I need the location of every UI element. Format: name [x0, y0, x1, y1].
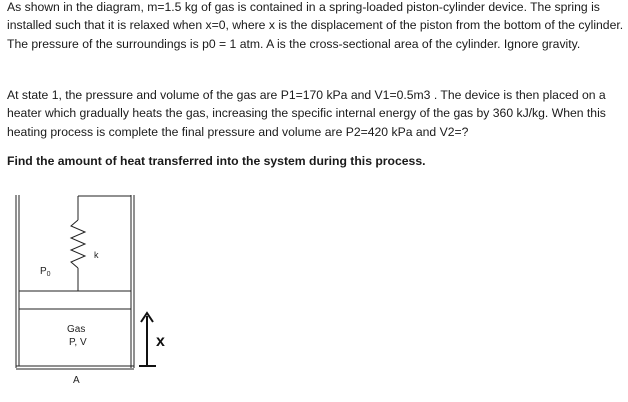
spring-label: k [94, 250, 99, 260]
problem-paragraph-process: At state 1, the pressure and volume of the gas are P1=170 kPa and V1=0.5m3 . The device is then placed on a heater which gradually heats the gas, increasing the specific internal energy of the gas by 360 kJ/kg. When this heating process is complete the final pressure and volume are P2=420 kPa and V2=? [7, 88, 606, 139]
surroundings-pressure-label: $P_0$ [40, 266, 51, 278]
problem-question: Find the amount of heat transferred into the system during this process. [7, 154, 426, 168]
area-label: A [73, 375, 80, 386]
displacement-label: x [156, 333, 165, 350]
gas-state-label: P, V [69, 337, 87, 348]
gas-label: Gas [67, 324, 86, 335]
piston [19, 291, 131, 309]
problem-paragraph-setup: As shown in the diagram, m=1.5 kg of gas is contained in a spring-loaded piston-cylinder device. The spring is installed such that it is relaxed when x=0, where x is the displacement of the piston from the bottom of the cylinder. The pressure of the surroundings is p0 = 1 atm. A is the cross-sectional area of the cylinder. Ignore gravity. [7, 0, 624, 51]
spring [71, 220, 85, 268]
